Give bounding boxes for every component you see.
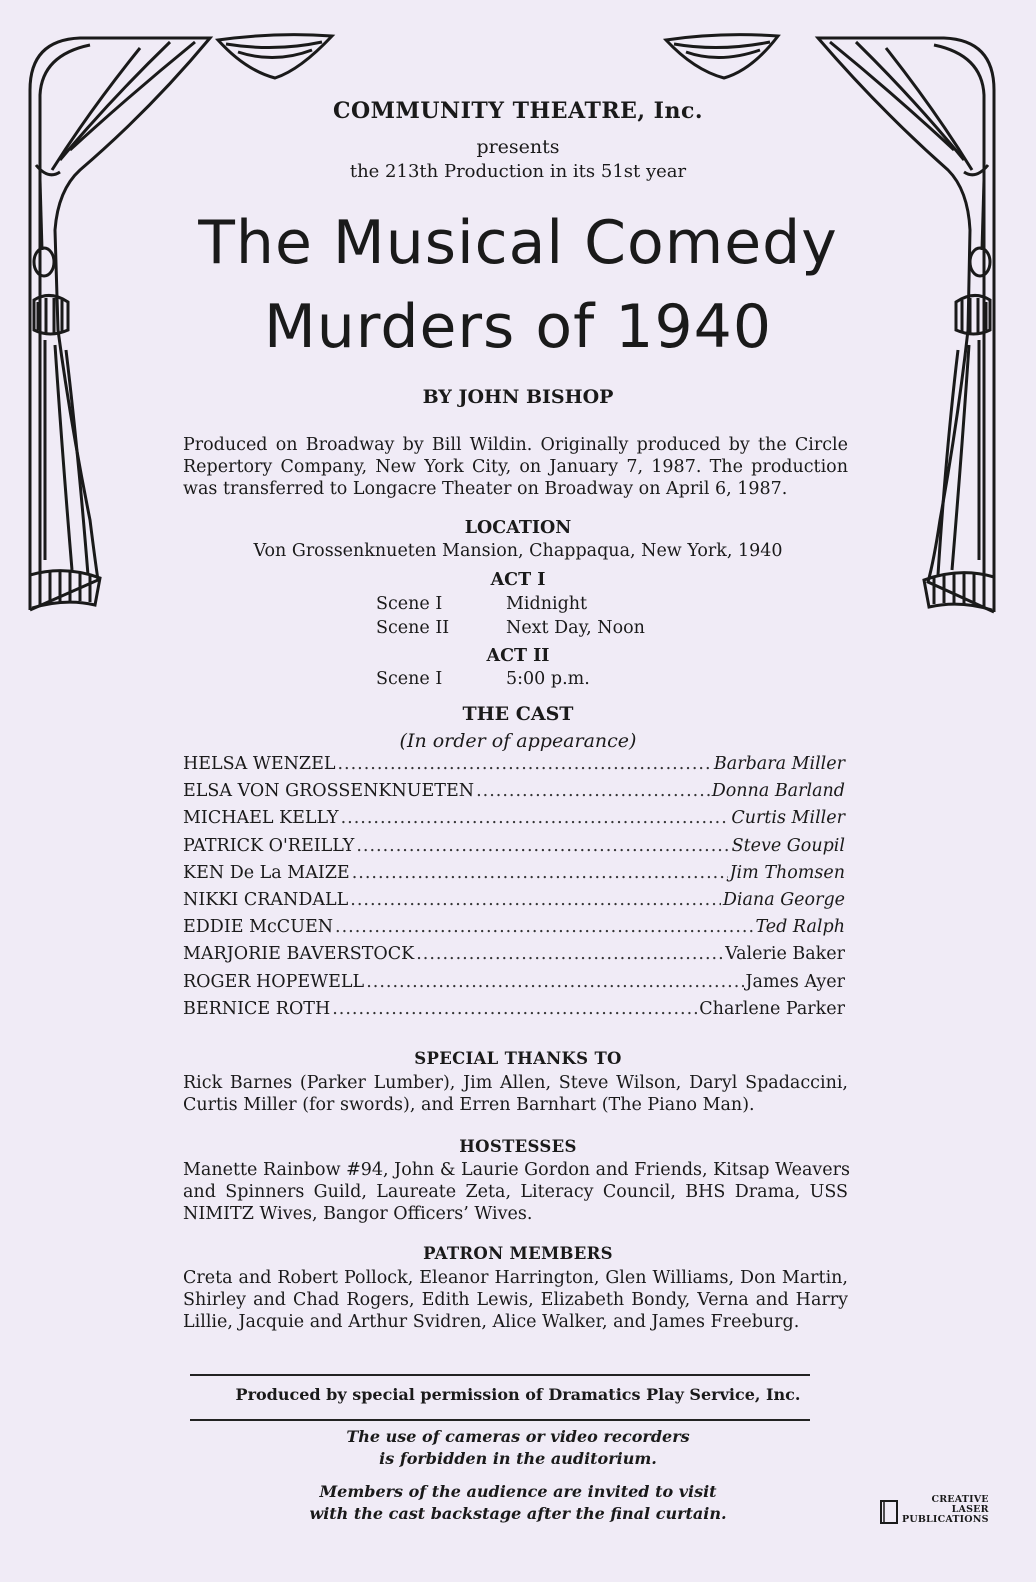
leader-dots (366, 972, 743, 992)
act-2-scene-1: Scene I (376, 669, 443, 689)
cast-actor: Steve Goupil (731, 835, 845, 856)
hostesses-line: Manette Rainbow #94, John & Laurie Gordon and Friends, Kitsap Weavers (183, 1160, 850, 1180)
cast-row (183, 781, 845, 808)
cast-actor: Barbara Miller (713, 754, 845, 774)
history-line: was transferred to Longacre Theater on Broadway on April 6, 1987. (183, 479, 788, 499)
divider-top (190, 1374, 810, 1376)
cast-row (183, 890, 845, 917)
act-1-scene-2-time: Next Day, Noon (506, 618, 645, 638)
camera-notice-line-2: is forbidden in the auditorium. (379, 1449, 657, 1468)
act-1-scene-2: Scene II (376, 618, 450, 638)
patrons-line: Lillie, Jacquie and Arthur Svidren, Alice Walker, and James Freeburg. (183, 1312, 800, 1332)
cast-actor: James Ayer (745, 971, 845, 992)
cast-role: PATRICK O'REILLY (183, 835, 355, 856)
play-title-line-1: The Musical Comedy (198, 208, 838, 278)
hostesses-text (183, 1159, 848, 1225)
patrons-line: Shirley and Chad Rogers, Edith Lewis, Elizabeth Bondy, Verna and Harry (183, 1290, 848, 1310)
cast-role: NIKKI CRANDALL (183, 889, 349, 910)
special-thanks-heading: SPECIAL THANKS TO (414, 1049, 622, 1068)
divider-bottom (190, 1419, 810, 1421)
cast-role: KEN De La MAIZE (183, 862, 350, 883)
production-history (183, 434, 848, 500)
cast-role: MICHAEL KELLY (183, 808, 339, 829)
cast-role: EDDIE McCUEN (183, 917, 334, 938)
patron-members-heading: PATRON MEMBERS (423, 1244, 613, 1263)
backstage-notice-line-2: with the cast backstage after the final curtain. (309, 1504, 727, 1523)
act-2-heading: ACT II (486, 646, 550, 666)
cast-role: ELSA VON GROSSENKNUETEN (183, 781, 475, 802)
producer-name: COMMUNITY THEATRE, Inc. (332, 98, 704, 124)
cast-subheading: (In order of appearance) (399, 730, 637, 752)
cast-row (183, 754, 845, 781)
cast-actor: Curtis Miller (731, 808, 845, 829)
cast-row (183, 863, 845, 890)
hostesses-line: NIMITZ Wives, Bangor Officers’ Wives. (183, 1204, 533, 1224)
permission-notice: Produced by special permission of Dramatics Play Service, Inc. (235, 1385, 801, 1404)
author-credit: BY JOHN BISHOP (422, 386, 614, 408)
leader-dots (416, 944, 723, 964)
act-1-heading: ACT I (490, 570, 546, 590)
leader-dots (332, 999, 697, 1019)
cast-row (183, 836, 845, 863)
backstage-notice-line-1: Members of the audience are invited to visit (319, 1482, 717, 1501)
leader-dots (335, 917, 753, 937)
cast-actor: Jim Thomsen (729, 862, 845, 883)
cast-row (183, 917, 845, 944)
cast-heading: THE CAST (462, 703, 574, 725)
location-value: Von Grossenknueten Mansion, Chappaqua, New York, 1940 (253, 541, 783, 561)
hostesses-heading: HOSTESSES (459, 1137, 577, 1156)
location-heading: LOCATION (464, 518, 572, 538)
cast-actor: Diana George (722, 889, 845, 910)
creative-laser-publications-logo (878, 1494, 989, 1531)
patron-members-text (183, 1267, 848, 1333)
cast-role: ROGER HOPEWELL (183, 971, 365, 992)
production-number: the 213th Production in its 51st year (349, 161, 687, 182)
book-icon (878, 1497, 900, 1527)
presents-text: presents (476, 136, 560, 158)
cast-role: MARJORIE BAVERSTOCK (183, 944, 415, 965)
leader-dots (350, 890, 721, 910)
leader-dots (337, 754, 711, 774)
leader-dots (356, 836, 729, 856)
cast-row (183, 972, 845, 999)
logo-line: CREATIVE (931, 1494, 989, 1505)
cast-actor: Donna Barland (711, 781, 845, 802)
hostesses-line: and Spinners Guild, Laureate Zeta, Literacy Council, BHS Drama, USS (183, 1182, 848, 1202)
act-2-scene-1-time: 5:00 p.m. (506, 669, 590, 689)
leader-dots (341, 808, 730, 828)
cast-role: BERNICE ROTH (183, 998, 331, 1019)
cast-list (183, 754, 845, 1026)
thanks-line: Rick Barnes (Parker Lumber), Jim Allen, Steve Wilson, Daryl Spadaccini, (183, 1073, 848, 1093)
camera-notice-line-1: The use of cameras or video recorders (346, 1427, 690, 1446)
cast-actor: Valerie Baker (725, 944, 845, 965)
act-1-scene-1: Scene I (376, 594, 443, 614)
logo-text (902, 1495, 989, 1525)
cast-row (183, 944, 845, 971)
cast-row (183, 808, 845, 835)
cast-role: HELSA WENZEL (183, 754, 336, 774)
patrons-line: Creta and Robert Pollock, Eleanor Harrington, Glen Williams, Don Martin, (183, 1268, 848, 1288)
act-1-scene-1-time: Midnight (506, 594, 588, 614)
play-title-line-2: Murders of 1940 (263, 292, 772, 362)
special-thanks-text (183, 1072, 848, 1116)
logo-line: LASER (951, 1504, 989, 1515)
leader-dots (352, 863, 728, 883)
cast-row (183, 999, 845, 1026)
cast-actor: Ted Ralph (755, 917, 845, 938)
logo-line: PUBLICATIONS (902, 1514, 989, 1525)
thanks-line: Curtis Miller (for swords), and Erren Barnhart (The Piano Man). (183, 1095, 755, 1115)
cast-actor: Charlene Parker (699, 998, 845, 1019)
history-line: Produced on Broadway by Bill Wildin. Originally produced by the Circle (183, 435, 848, 455)
history-line: Repertory Company, New York City, on January 7, 1987. The production (183, 457, 848, 477)
leader-dots (476, 781, 710, 801)
